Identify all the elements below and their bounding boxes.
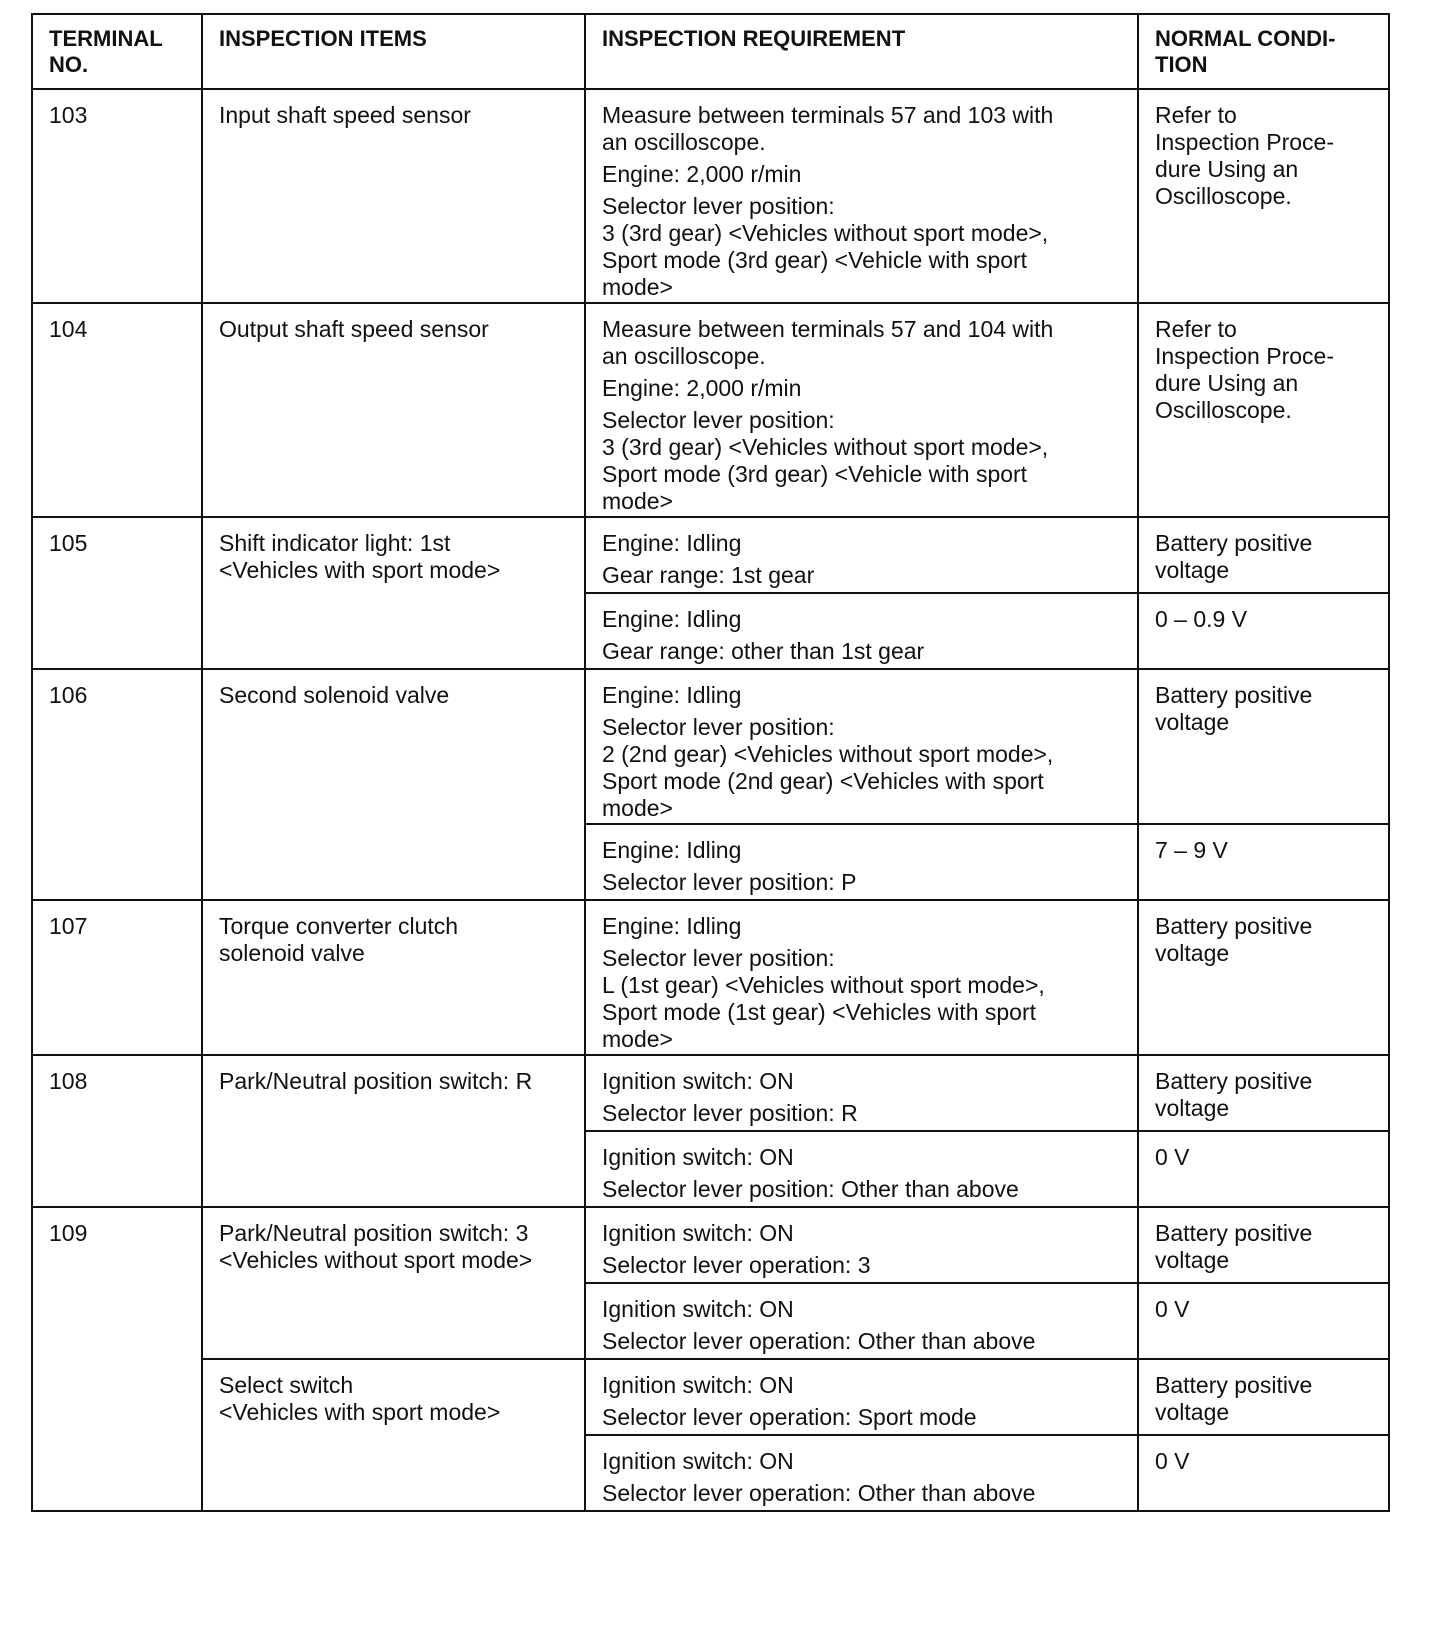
normal-condition: Battery positive voltage	[1138, 1055, 1389, 1131]
inspection-requirement: Engine: Idling Gear range: other than 1st gear	[585, 593, 1138, 669]
terminal-no: 105	[32, 517, 202, 669]
table-row	[32, 1359, 1389, 1435]
table-row	[32, 1055, 1389, 1131]
inspection-requirement: Measure between terminals 57 and 103 with an oscilloscope. Engine: 2,000 r/min Selector lever position: 3 (3rd gear) <Vehicles without sport mode>, Sport mode (3rd gear) <Vehicle with sport mode>	[585, 89, 1138, 303]
normal-condition: 0 – 0.9 V	[1138, 593, 1389, 669]
inspection-requirement: Engine: Idling Selector lever position: 2 (2nd gear) <Vehicles without sport mode>, Sport mode (2nd gear) <Vehicles with sport mode>	[585, 669, 1138, 824]
inspection-requirement: Engine: Idling Gear range: 1st gear	[585, 517, 1138, 593]
inspection-requirement: Engine: Idling Selector lever position: L (1st gear) <Vehicles without sport mode>, Sport mode (1st gear) <Vehicles with sport mode>	[585, 900, 1138, 1055]
normal-condition: 0 V	[1138, 1435, 1389, 1511]
inspection-requirement: Ignition switch: ON Selector lever position: Other than above	[585, 1131, 1138, 1207]
inspection-item: Second solenoid valve	[202, 669, 585, 900]
normal-condition: 0 V	[1138, 1283, 1389, 1359]
table-row	[32, 517, 1389, 593]
header-inspection-items: INSPECTION ITEMS	[202, 14, 585, 89]
inspection-requirement: Ignition switch: ON Selector lever operation: Other than above	[585, 1283, 1138, 1359]
terminal-no: 103	[32, 89, 202, 303]
header-inspection-requirement: INSPECTION REQUIREMENT	[585, 14, 1138, 89]
inspection-requirement: Ignition switch: ON Selector lever position: R	[585, 1055, 1138, 1131]
inspection-item: Shift indicator light: 1st <Vehicles with sport mode>	[202, 517, 585, 669]
normal-condition: Battery positive voltage	[1138, 517, 1389, 593]
terminal-no: 104	[32, 303, 202, 517]
table-row	[32, 89, 1389, 303]
normal-condition: Refer to Inspection Proce- dure Using an Oscilloscope.	[1138, 303, 1389, 517]
inspection-requirement: Ignition switch: ON Selector lever operation: Other than above	[585, 1435, 1138, 1511]
inspection-table	[31, 13, 1390, 1512]
terminal-no: 106	[32, 669, 202, 900]
header-row	[32, 14, 1389, 89]
inspection-item: Select switch <Vehicles with sport mode>	[202, 1359, 585, 1511]
terminal-no: 107	[32, 900, 202, 1055]
table-row	[32, 303, 1389, 517]
inspection-item: Input shaft speed sensor	[202, 89, 585, 303]
header-terminal-no: TERMINAL NO.	[32, 14, 202, 89]
normal-condition: Battery positive voltage	[1138, 669, 1389, 824]
inspection-item: Output shaft speed sensor	[202, 303, 585, 517]
table-row	[32, 900, 1389, 1055]
inspection-item: Park/Neutral position switch: R	[202, 1055, 585, 1207]
inspection-requirement: Ignition switch: ON Selector lever operation: 3	[585, 1207, 1138, 1283]
normal-condition: Battery positive voltage	[1138, 1359, 1389, 1435]
inspection-requirement: Engine: Idling Selector lever position: P	[585, 824, 1138, 900]
inspection-item: Torque converter clutch solenoid valve	[202, 900, 585, 1055]
table-row	[32, 669, 1389, 824]
table-row	[32, 1207, 1389, 1283]
normal-condition: Battery positive voltage	[1138, 900, 1389, 1055]
terminal-no: 108	[32, 1055, 202, 1207]
inspection-requirement: Measure between terminals 57 and 104 with an oscilloscope. Engine: 2,000 r/min Selector lever position: 3 (3rd gear) <Vehicles without sport mode>, Sport mode (3rd gear) <Vehicle with sport mode>	[585, 303, 1138, 517]
header-normal-condition: NORMAL CONDI- TION	[1138, 14, 1389, 89]
terminal-no: 109	[32, 1207, 202, 1511]
normal-condition: Battery positive voltage	[1138, 1207, 1389, 1283]
normal-condition: Refer to Inspection Proce- dure Using an Oscilloscope.	[1138, 89, 1389, 303]
inspection-requirement: Ignition switch: ON Selector lever operation: Sport mode	[585, 1359, 1138, 1435]
normal-condition: 7 – 9 V	[1138, 824, 1389, 900]
normal-condition: 0 V	[1138, 1131, 1389, 1207]
inspection-item: Park/Neutral position switch: 3 <Vehicles without sport mode>	[202, 1207, 585, 1359]
